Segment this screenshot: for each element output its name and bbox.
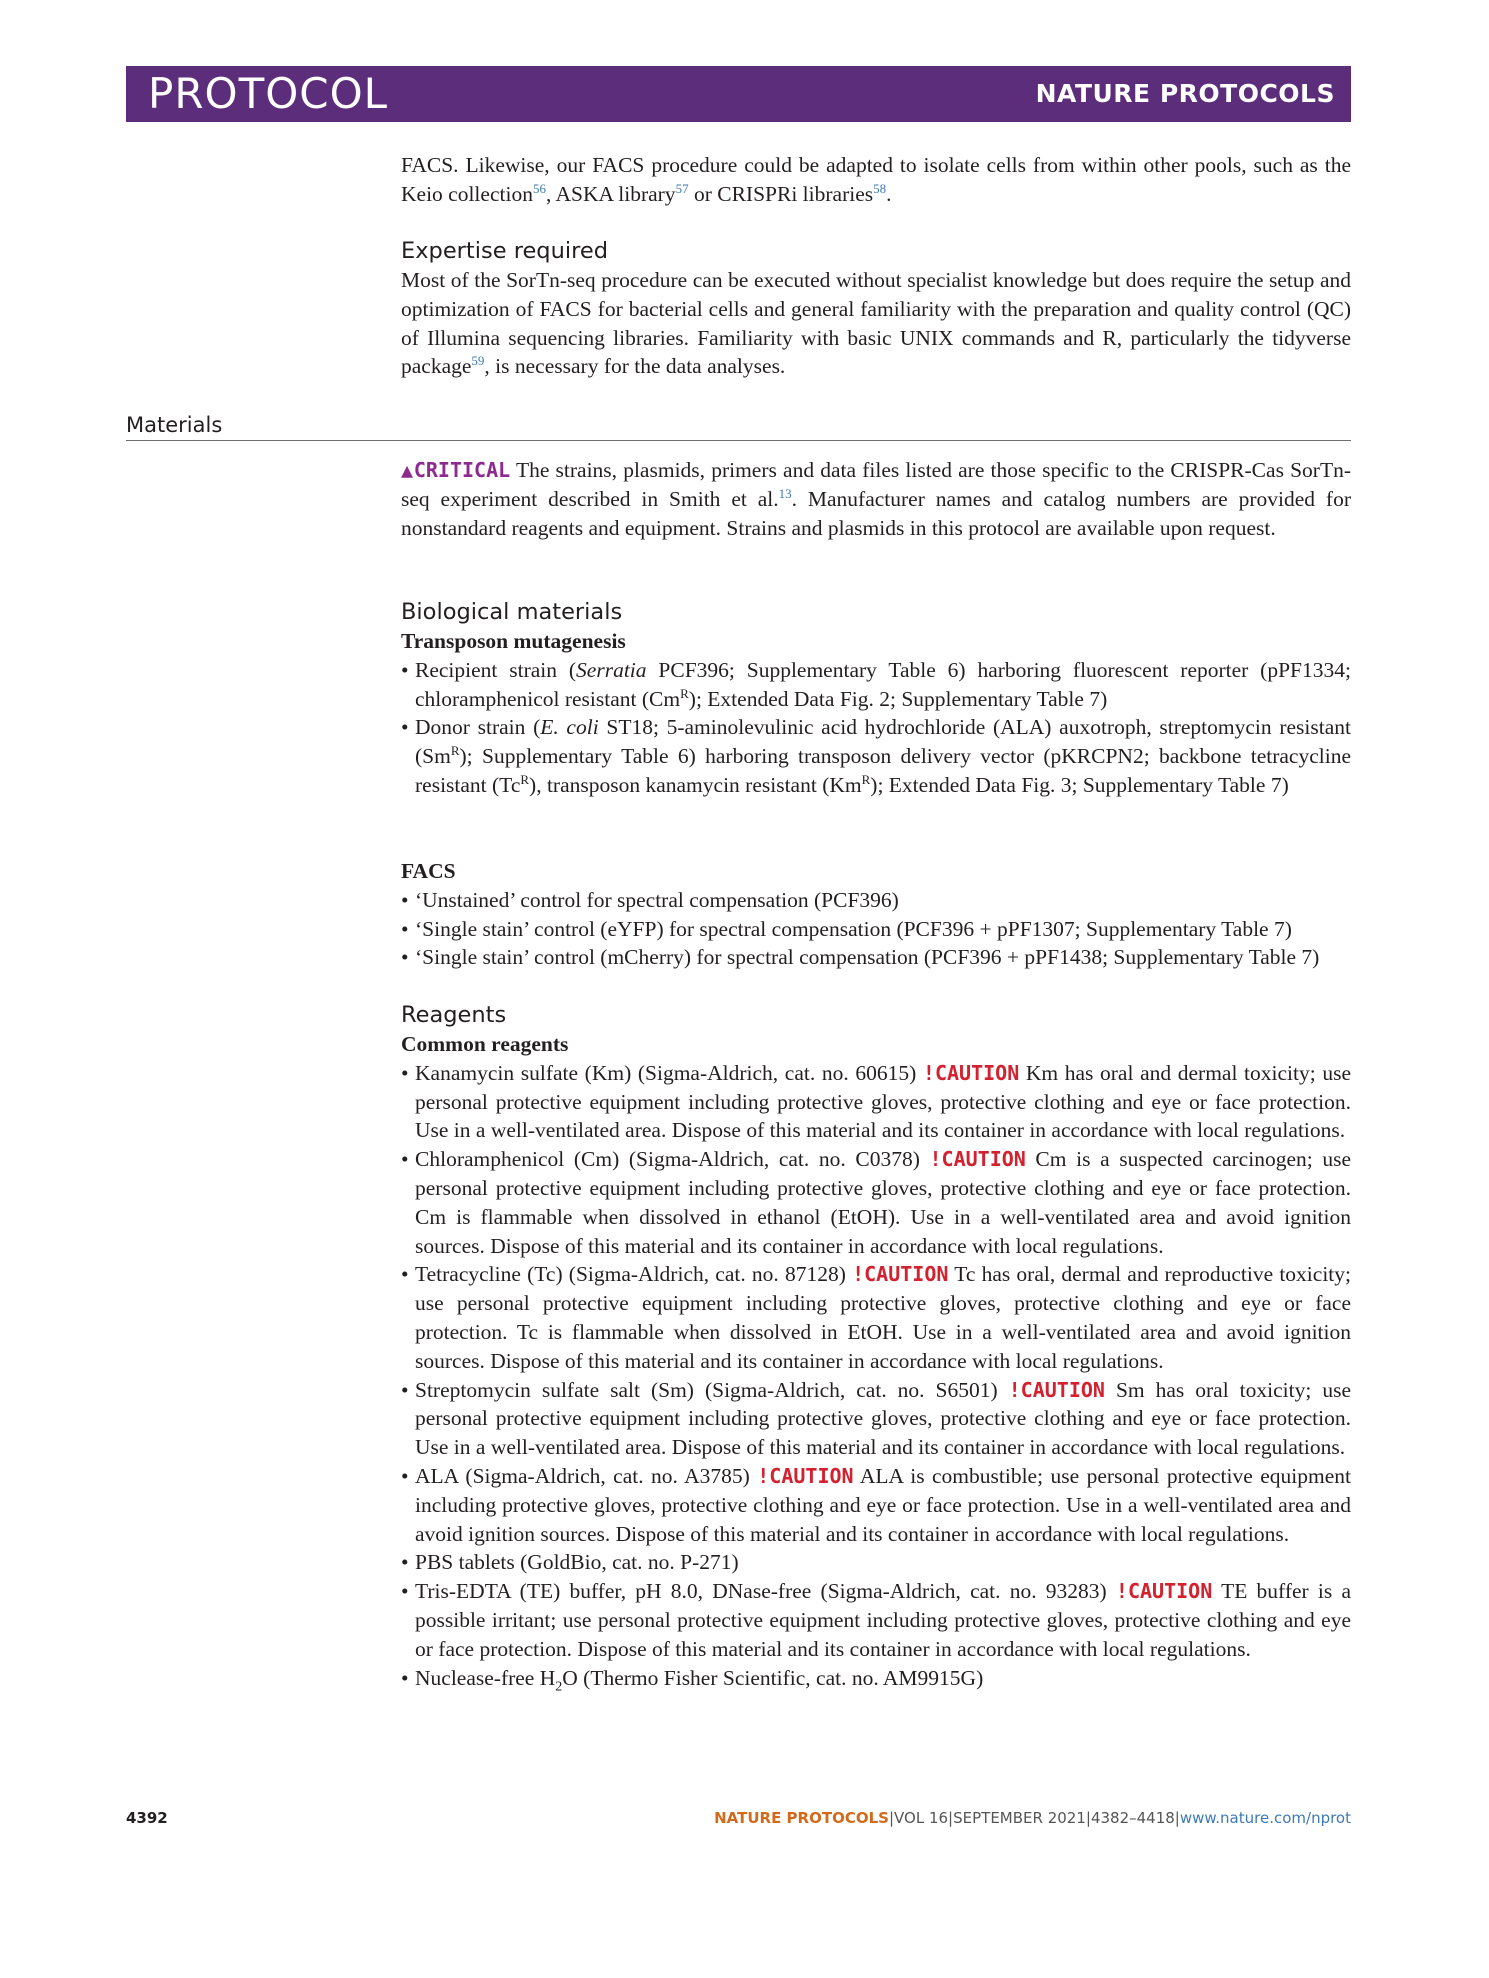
citation-link[interactable]: 13: [778, 485, 792, 501]
intro-paragraph: FACS. Likewise, our FACS procedure could be adapted to isolate cells from within other pools, such as the Keio collection$^{56}$, ASKA library$^{57}$ or CRISPRi libraries$^{58}$.: [401, 153, 1351, 206]
subheading: FACS: [401, 859, 456, 883]
page-number: 4392: [126, 1809, 168, 1827]
header-banner: [126, 66, 1351, 122]
journal-title: NATURE PROTOCOLS: [1035, 79, 1335, 108]
critical-note: ▲CRITICAL The strains, plasmids, primers and data files listed are those specific to the CRISPR-Cas SorTn-seq experiment described in Smith et al.$^{13}$. Manufacturer names and catalog numbers are provided for nonstandard reagents and equipment. Strains and plasmids in this protocol are available upon request.: [401, 458, 1352, 540]
list-item: • ‘Unstained’ control for spectral compensation (PCF396): [401, 887, 899, 912]
expertise-paragraph: Most of the SorTn-seq procedure can be executed without specialist knowledge but does require the setup and optimization of FACS for bacterial cells and general familiarity with the preparation and quality control (QC) of Illumina sequencing libraries. Familiarity with basic UNIX commands and R, particularly the tidyverse package$^{59}$, is necessary for the data analyses.: [401, 268, 1351, 379]
list-item: • Recipient strain (Serratia PCF396; Supplementary Table 6) harboring fluorescent reporter (pPF1334; chloramphenicol resistant $(Cm^R)$; Extended Data Fig. 2; Supplementary Table 7): [401, 657, 1351, 711]
reagents-section: [401, 1000, 1351, 1692]
journal-footer: NATURE PROTOCOLS|VOL 16|SEPTEMBER 2021|4382–4418|www.nature.com/nprot: [714, 1809, 1351, 1827]
caution-label: !CAUTION: [922, 1060, 1020, 1085]
caution-label: !CAUTION: [929, 1147, 1026, 1172]
critical-icon: ▲: [401, 458, 414, 482]
section-type: PROTOCOL: [148, 69, 389, 118]
citation-link[interactable]: 58: [873, 180, 887, 196]
biological-materials: [401, 597, 1351, 800]
list-item: • ‘Single stain’ control (eYFP) for spectral compensation (PCF396 + pPF1307; Supplementary Table 7): [401, 916, 1292, 941]
list-item: • Tris-EDTA (TE) buffer, pH 8.0, DNase-free (Sigma-Aldrich, cat. no. 93283) !CAUTION TE buffer is a possible irritant; use personal protective equipment including protective gloves, protective clothing and eye or face protection. Dispose of this material and its container in accordance with local regulations.: [401, 1579, 1351, 1661]
expertise-section: [401, 236, 1351, 381]
caution-label: !CAUTION: [852, 1262, 949, 1287]
subheading: Common reagents: [401, 1032, 569, 1056]
caution-label: !CAUTION: [1115, 1579, 1213, 1604]
journal-url-link[interactable]: www.nature.com/nprot: [1179, 1809, 1351, 1827]
list-item: • ALA (Sigma-Aldrich, cat. no. A3785) !CAUTION ALA is combustible; use personal protective equipment including protective gloves, protective clothing and eye or face protection. Use in a well-ventilated area and avoid ignition sources. Dispose of this material and its container in accordance with local regulations.: [401, 1463, 1351, 1546]
list-item: • Streptomycin sulfate salt (Sm) (Sigma-Aldrich, cat. no. S6501) !CAUTION Sm has oral toxicity; use personal protective equipment including protective gloves, protective clothing and eye or face protection. Use in a well-ventilated area. Dispose of this material and its container in accordance with local regulations.: [401, 1377, 1351, 1460]
list-item: • PBS tablets (GoldBio, cat. no. P-271): [401, 1550, 739, 1575]
section-heading: Expertise required: [401, 238, 608, 264]
critical-label: CRITICAL: [413, 458, 511, 482]
caution-label: !CAUTION: [757, 1463, 854, 1488]
section-heading: Biological materials: [401, 599, 623, 625]
section-heading: Reagents: [401, 1002, 507, 1028]
list-item: • Nuclease-free $H_2O$ (Thermo Fisher Scientific, cat. no. AM9915G): [401, 1665, 984, 1694]
subheading: Transposon mutagenesis: [401, 629, 626, 653]
list-item: • ‘Single stain’ control (mCherry) for spectral compensation (PCF396 + pPF1438; Supplementary Table 7): [401, 945, 1320, 970]
list-item: • Chloramphenicol (Cm) (Sigma-Aldrich, cat. no. C0378) !CAUTION Cm is a suspected carcinogen; use personal protective equipment including protective gloves, protective clothing and eye or face protection. Cm is flammable when dissolved in ethanol (EtOH). Use in a well-ventilated area and avoid ignition sources. Dispose of this material and its container in accordance with local regulations.: [401, 1147, 1351, 1258]
footer-journal: NATURE PROTOCOLS: [714, 1809, 889, 1827]
materials-label: Materials: [126, 413, 223, 437]
citation-link[interactable]: 57: [675, 180, 689, 196]
list-item: • Donor strain (E. coli ST18; 5-aminolevulinic acid hydrochloride (ALA) auxotroph, streptomycin resistant $(Sm^R)$; Supplementary Table 6) harboring transposon delivery vector (pKRCPN2; backbone tetracycline resistant $(Tc^R)$, transposon kanamycin resistant $(Km^R)$; Extended Data Fig. 3; Supplementary Table 7): [401, 715, 1351, 797]
list-item: • Tetracycline (Tc) (Sigma-Aldrich, cat. no. 87128) !CAUTION Tc has oral, dermal and reproductive toxicity; use personal protective equipment including protective gloves, protective clothing and eye or face protection. Tc is flammable when dissolved in EtOH. Use in a well-ventilated area and avoid ignition sources. Dispose of this material and its container in accordance with local regulations.: [401, 1262, 1351, 1373]
section-divider: [126, 440, 1351, 441]
citation-link[interactable]: 59: [471, 353, 485, 369]
citation-link[interactable]: 56: [532, 180, 546, 196]
caution-label: !CAUTION: [1008, 1377, 1105, 1402]
facs-materials: [401, 857, 1351, 972]
list-item: • Kanamycin sulfate (Km) (Sigma-Aldrich, cat. no. 60615) !CAUTION Km has oral and dermal toxicity; use personal protective equipment including protective gloves, protective clothing and eye or face protection. Use in a well-ventilated area. Dispose of this material and its container in accordance with local regulations.: [401, 1060, 1352, 1143]
